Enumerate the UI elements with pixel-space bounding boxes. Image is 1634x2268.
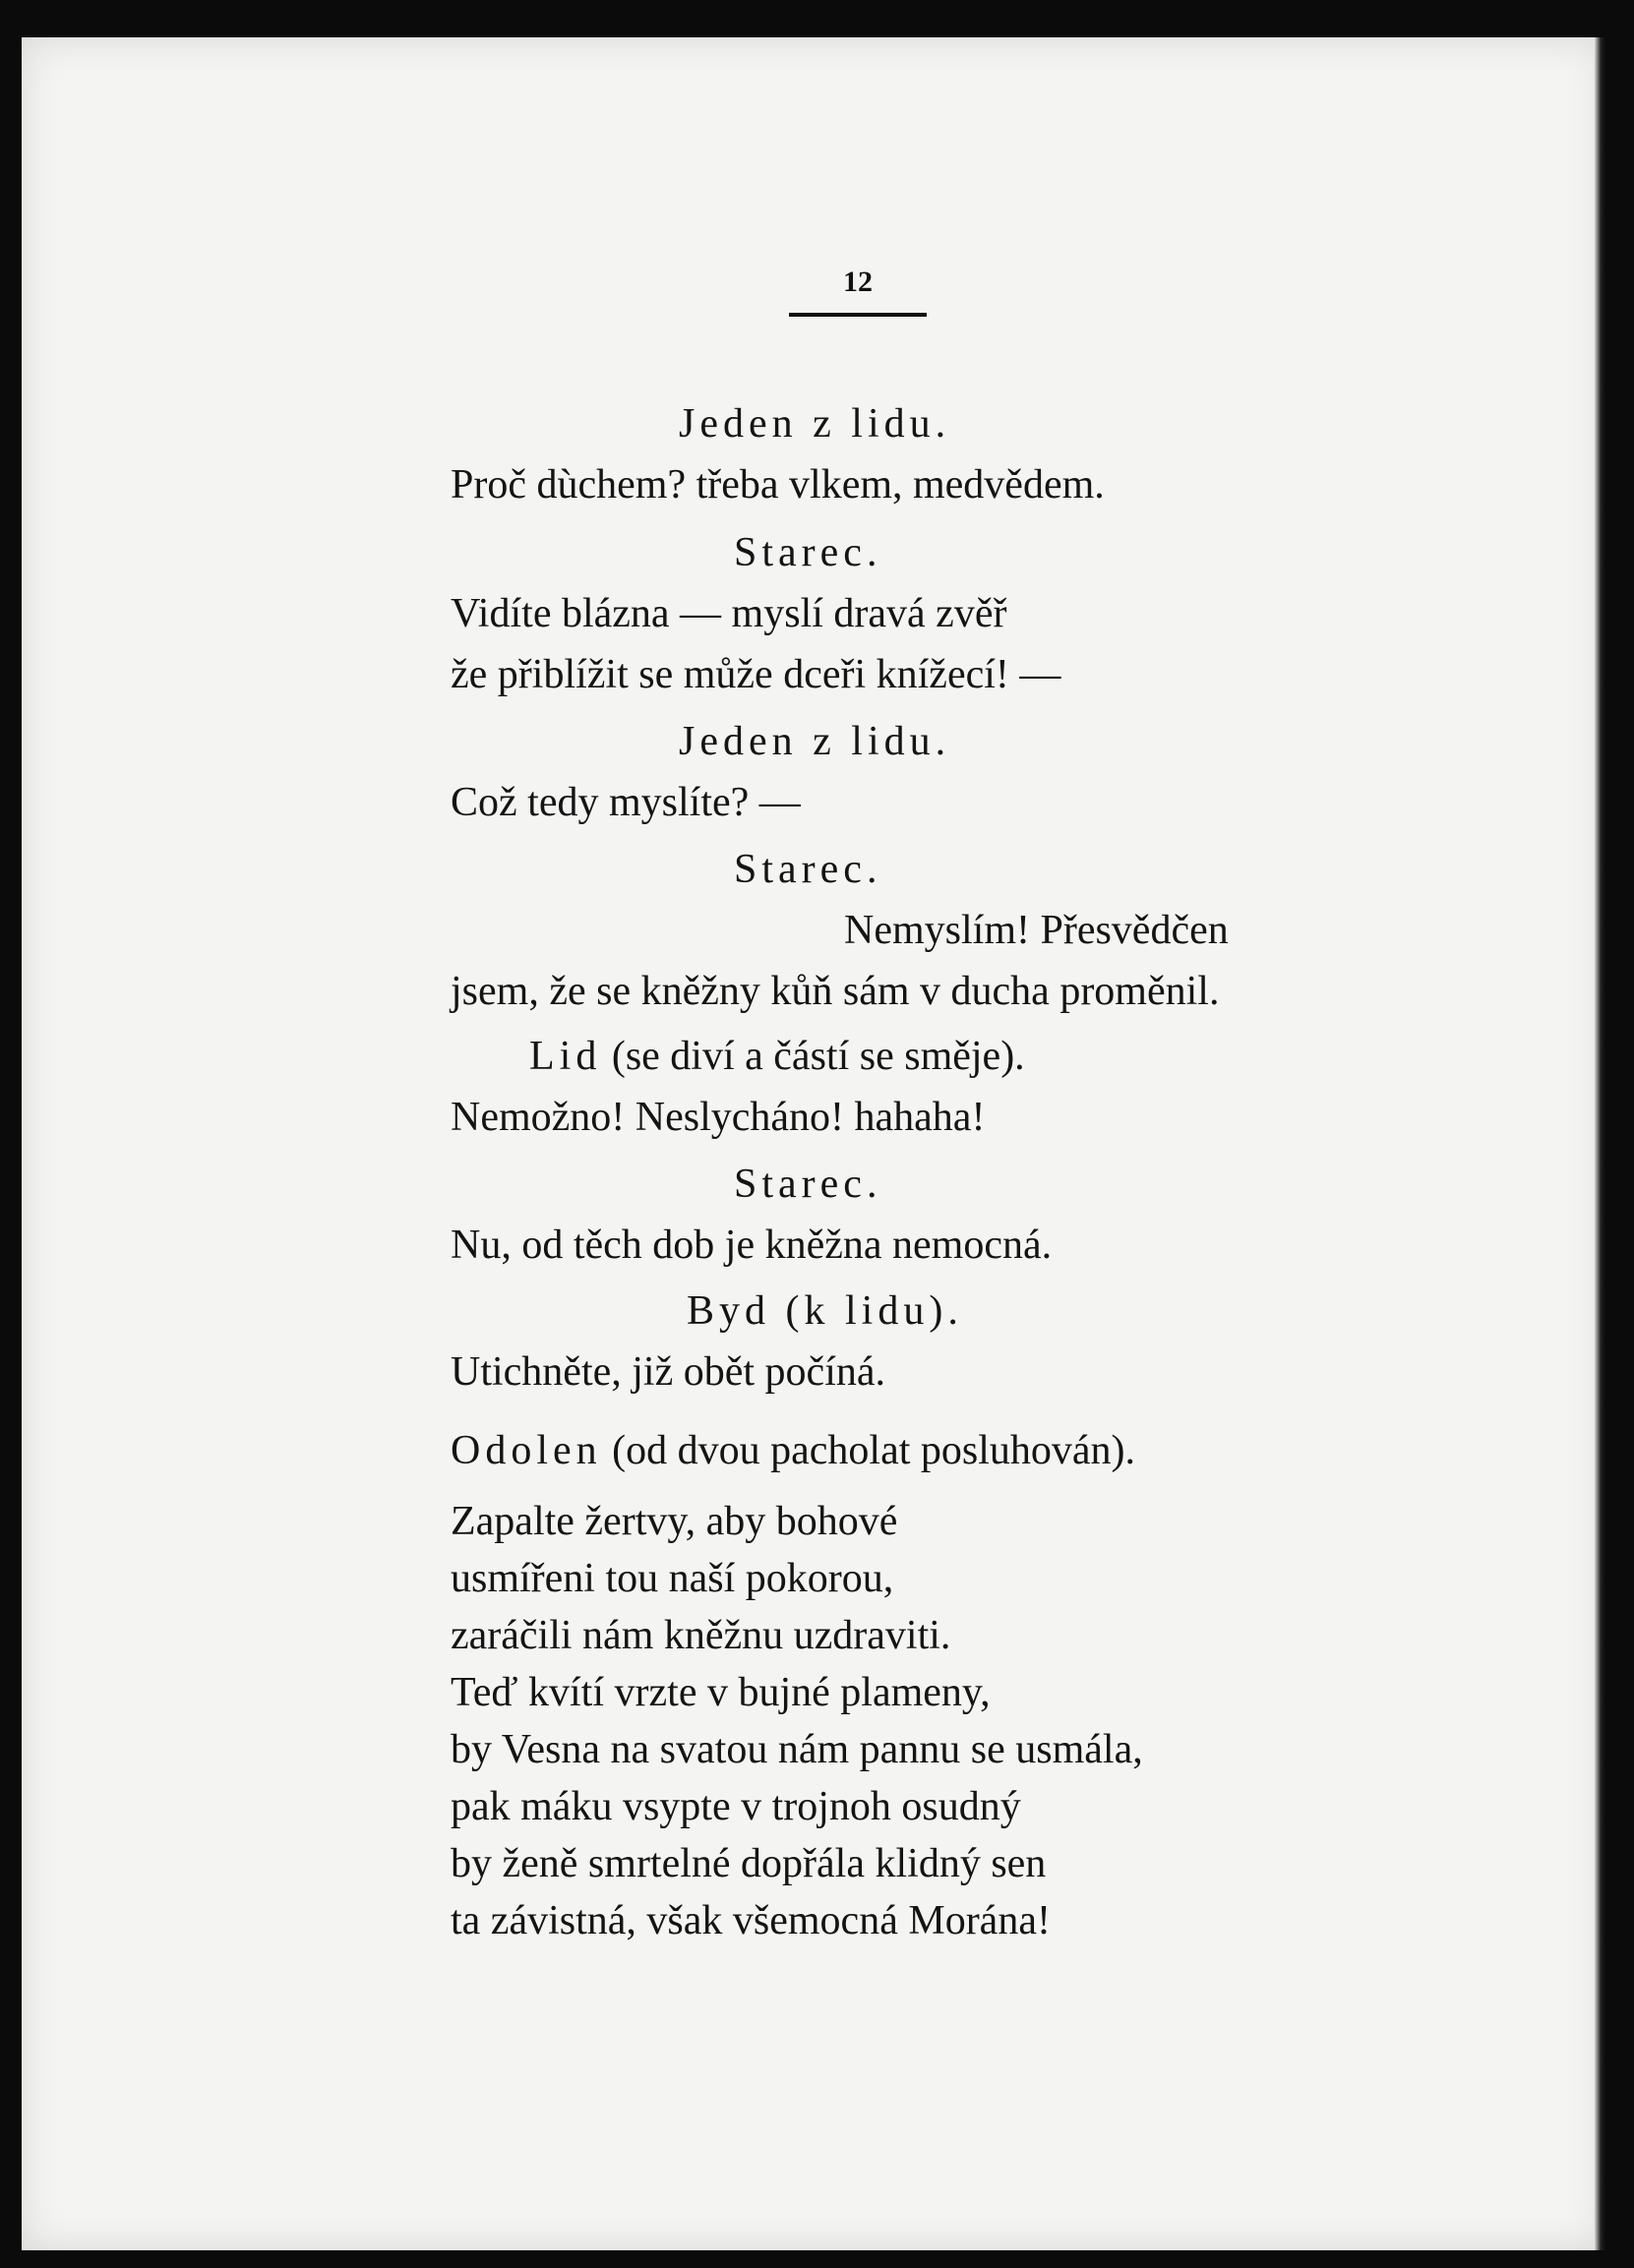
verse-line: Teď kvítí vrzte v bujné plameny,	[451, 1670, 991, 1715]
speaker-with-stage-direction	[451, 1430, 1135, 1471]
speaker-name: Lid	[529, 1034, 602, 1079]
verse-line: by Vesna na svatou nám pannu se usmála,	[451, 1727, 1143, 1772]
verse-line: pak máku vsypte v trojnoh osudný	[451, 1784, 1021, 1829]
verse-line: že přiblížit se může dceři knížecí! —	[451, 652, 1061, 697]
verse-line: Proč dùchem? třeba vlkem, medvědem.	[451, 462, 1105, 507]
verse-line: by ženě smrtelné dopřála klidný sen	[451, 1841, 1047, 1886]
speaker-heading: Jeden z lidu.	[679, 719, 951, 764]
speaker-with-stage-direction	[529, 1036, 1025, 1077]
verse-line: usmířeni tou naší pokorou,	[451, 1556, 894, 1601]
verse-line: Nemožno! Neslycháno! hahaha!	[451, 1095, 986, 1140]
verse-line: zaráčili nám kněžnu uzdraviti.	[451, 1613, 951, 1658]
page-edge-shadow	[1594, 37, 1605, 2250]
verse-line: Což tedy myslíte? —	[451, 780, 801, 825]
page-number-rule	[789, 313, 927, 317]
stage-direction: (od dvou pacholat posluhován).	[612, 1428, 1136, 1473]
speaker-name: Odolen	[451, 1428, 602, 1473]
speaker-heading: Byd (k lidu).	[687, 1288, 963, 1334]
page-number: 12	[843, 266, 873, 298]
verse-line: Vidíte blázna — myslí dravá zvěř	[451, 591, 1007, 636]
speaker-heading: Starec.	[734, 847, 882, 892]
stage-direction: (se diví a částí se směje).	[611, 1034, 1025, 1079]
verse-line: Nemyslím! Přesvědčen	[844, 908, 1229, 953]
verse-line: Nu, od těch dob je kněžna nemocná.	[451, 1223, 1053, 1268]
speaker-heading: Starec.	[734, 1162, 882, 1207]
speaker-heading: Jeden z lidu.	[679, 401, 951, 447]
book-page	[22, 37, 1605, 2250]
verse-line: ta závistná, však všemocná Morána!	[451, 1898, 1051, 1943]
verse-line: Zapalte žertvy, aby bohové	[451, 1499, 898, 1544]
speaker-heading: Starec.	[734, 530, 882, 575]
verse-line: Utichněte, již obět počíná.	[451, 1349, 886, 1395]
verse-line: jsem, že se kněžny kůň sám v ducha proměnil.	[451, 969, 1220, 1014]
